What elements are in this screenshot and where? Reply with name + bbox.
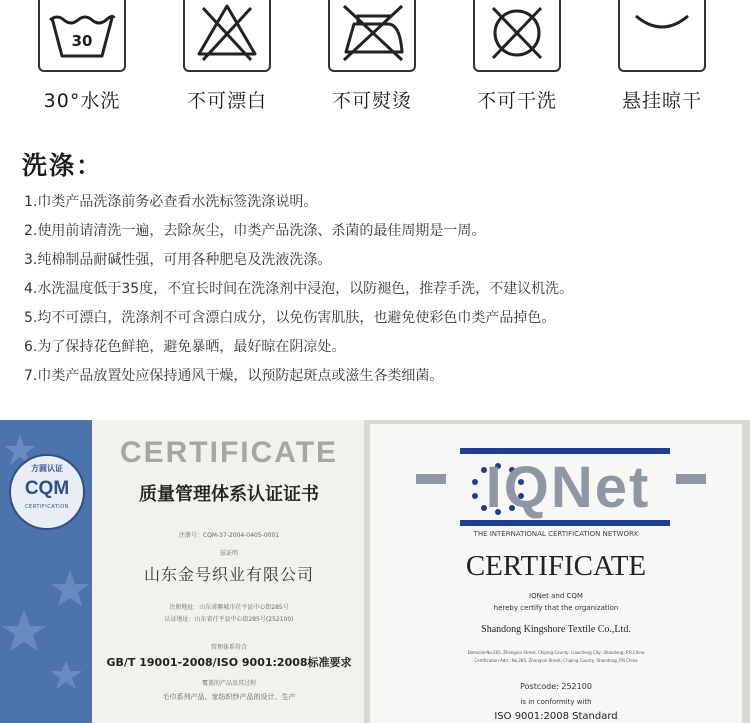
- wash-30-icon: [38, 0, 126, 72]
- iqnet-certificate: [370, 424, 742, 723]
- certificates-section: [0, 420, 750, 723]
- iqnet-left-dash: [416, 474, 446, 484]
- iqnet-company: Shandong Kingshore Textile Co.,Ltd.: [481, 624, 631, 635]
- cqm-company: 山东金号织业有限公司: [143, 565, 314, 584]
- care-label-no-dry-clean: 不可干洗: [476, 90, 557, 112]
- list-item: 5.均不可漂白，洗涤剂不可含漂白成分，以免伤害肌肤，也避免使彩色巾类产品掉色。: [24, 310, 556, 326]
- cqm-standard: GB/T 19001-2008/ISO 9001:2008标准要求: [106, 656, 352, 669]
- list-item: 3.纯棉制品耐碱性强，可用各种肥皂及洗液洗涤。: [24, 252, 332, 268]
- cqm-number: 注册号：CQM-37-2004-0405-0001: [178, 532, 280, 539]
- cqm-seal: [9, 454, 85, 530]
- cqm-certificate: [0, 420, 364, 723]
- iqnet-standard: ISO 9001:2008 Standard: [494, 711, 618, 722]
- care-item-no-bleach: [172, 0, 282, 113]
- iqnet-network: THE INTERNATIONAL CERTIFICATION NETWORK: [473, 530, 639, 538]
- no-dry-clean-icon: [473, 0, 561, 72]
- care-item-wash-30: [27, 0, 137, 113]
- cqm-label-scope: 覆盖的产品及其过程: [201, 680, 256, 687]
- cqm-address1: 注册地址：山东省聊城市茌平县中心街285号: [169, 604, 289, 611]
- iqnet-cert-address: Certification Add.: No.285, Zhongxin Street, Chiping County, Shandong, P.R.China: [474, 658, 638, 663]
- no-iron-icon: [328, 0, 416, 72]
- cqm-scope: 毛巾系列产品、家纺织纱产品的设计、生产: [162, 693, 296, 701]
- iqnet-domicile: Domicile:No.285, Zhongxin Street, Chiping County, Liaocheng City, Shandong, P.R.China: [467, 650, 645, 655]
- wash-temp-badge: 30: [71, 32, 93, 50]
- care-item-hang-dry: [607, 0, 717, 113]
- cqm-label-std: 管理体系符合: [210, 644, 247, 651]
- list-item: 7.巾类产品放置处应保持通风干燥，以预防起斑点或滋生各类细菌。: [24, 368, 444, 384]
- care-label-no-iron: 不可熨烫: [331, 90, 412, 112]
- iqnet-heading: CERTIFICATE: [465, 550, 647, 582]
- care-label-hang-dry: 悬挂晾干: [621, 90, 702, 112]
- iqnet-bottom-bar: [460, 520, 670, 526]
- list-item: 4.水洗温度低于35度，不宜长时间在洗涤剂中浸泡，以防褪色，推荐手洗，不建议机洗。: [24, 281, 574, 297]
- cqm-logo: CQM: [24, 478, 70, 499]
- care-label-wash: 30°水洗: [43, 90, 121, 112]
- list-item: 1.巾类产品洗涤前务必查看水洗标签洗涤说明。: [24, 194, 318, 210]
- cqm-heading: CERTIFICATE: [119, 436, 339, 469]
- care-item-no-dry-clean: [462, 0, 572, 113]
- cqm-side-band: [0, 420, 92, 723]
- section-title: 洗涤：: [22, 151, 104, 180]
- iqnet-conformity: is in conformity with: [520, 698, 592, 706]
- iqnet-postcode: Postcode: 252100: [520, 682, 592, 691]
- washing-rules-list: [24, 188, 744, 391]
- list-item: 6.为了保持花色鲜艳，避免暴晒，最好晾在阴凉处。: [24, 339, 346, 355]
- hang-dry-icon: [618, 0, 706, 72]
- care-label-no-bleach: 不可漂白: [186, 90, 267, 112]
- care-icons-row: [0, 0, 750, 125]
- list-item: 2.使用前请清洗一遍，去除灰尘，巾类产品洗涤、杀菌的最佳周期是一周。: [24, 223, 486, 239]
- no-bleach-icon: [183, 0, 271, 72]
- cqm-label-cert: 兹证明: [219, 550, 238, 557]
- iqnet-logo: IQNet: [485, 455, 651, 520]
- iqnet-line1: IQNet and CQM: [529, 592, 583, 600]
- cqm-title: 质量管理体系认证证书: [139, 484, 319, 505]
- cqm-address2: 认证地址：山东省茌平县中心街285号(252100): [164, 616, 294, 623]
- cqm-seal-top-text: 方圆认证: [31, 464, 63, 473]
- care-item-no-iron: [317, 0, 427, 113]
- iqnet-line2: hereby certify that the organization: [493, 604, 619, 612]
- cqm-seal-bottom-text: CERTIFICATION: [25, 504, 69, 510]
